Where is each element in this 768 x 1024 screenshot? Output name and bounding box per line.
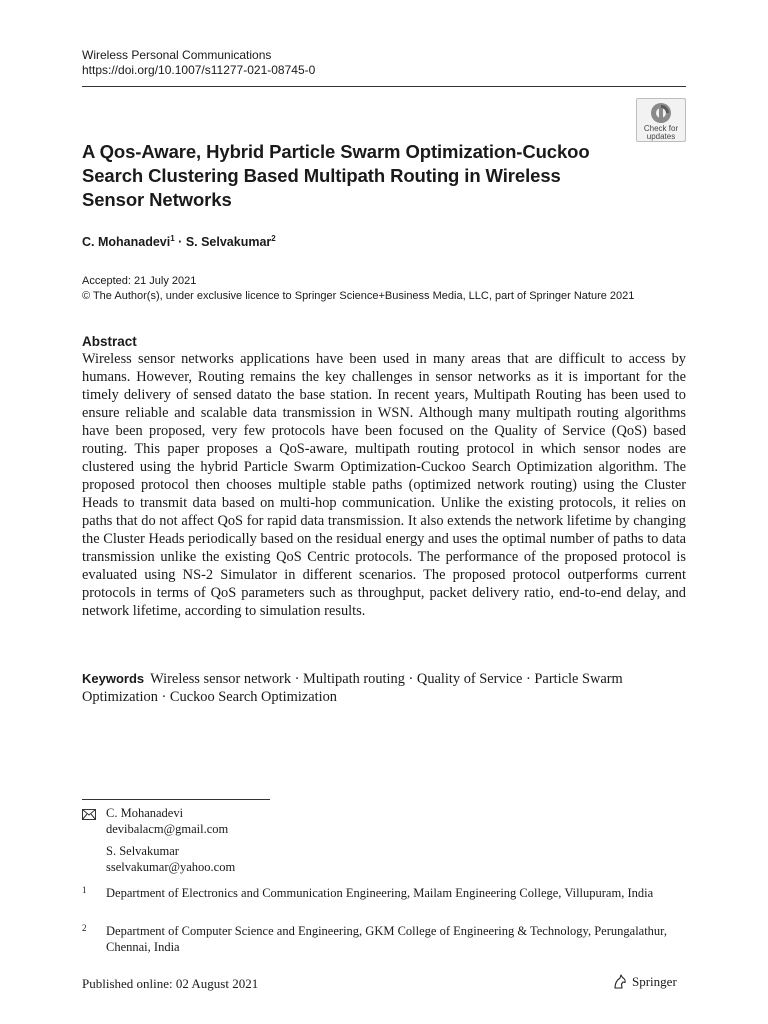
journal-header: [82, 48, 315, 78]
correspondent-name: S. Selvakumar: [106, 844, 179, 858]
affiliation-number: 2: [82, 923, 87, 933]
accepted-date: Accepted: 21 July 2021: [82, 275, 197, 287]
check-for-updates-badge[interactable]: [636, 98, 686, 142]
author-name[interactable]: C. Mohanadevi: [82, 235, 171, 250]
footnote-rule: [82, 799, 270, 800]
envelope-icon: [82, 809, 96, 820]
article-dates: [82, 274, 634, 304]
correspondent-name: C. Mohanadevi: [106, 806, 184, 820]
doi-link[interactable]: https://doi.org/10.1007/s11277-021-08745-0: [82, 63, 316, 77]
corresponding-author: [106, 806, 228, 837]
publisher-name: Springer: [632, 974, 677, 989]
header-rule: [82, 86, 686, 87]
author-list: [82, 234, 276, 249]
paper-title: A Qos-Aware, Hybrid Particle Swarm Optimization-Cuckoo Search Clustering Based Multipath Routing in Wireless Sensor Networks: [82, 141, 590, 210]
copyright-notice: © The Author(s), under exclusive licence to Springer Science+Business Media, LLC, part of Springer Nature 2021: [82, 290, 635, 302]
affiliation-number: 1: [82, 885, 87, 895]
keywords-label: Keywords: [82, 671, 145, 686]
correspondent-email[interactable]: sselvakumar@yahoo.com: [106, 859, 236, 874]
affiliation-2: [82, 924, 686, 955]
published-date: Published online: 02 August 2021: [82, 976, 259, 991]
journal-name: Wireless Personal Communications: [82, 48, 272, 62]
abstract-heading: Abstract: [82, 334, 137, 349]
author-name[interactable]: S. Selvakumar: [185, 235, 272, 250]
springer-horse-icon: [612, 974, 628, 990]
crossmark-label: Check for updates: [643, 124, 679, 141]
publisher-logo: [612, 974, 677, 990]
author-affiliation-mark: 2: [271, 234, 276, 243]
author-affiliation-mark: 1: [170, 234, 175, 243]
abstract-body: Wireless sensor networks applications have been used in many areas that are difficult to access by humans. However, Routing remains the key challenges in sensor networks as it is important for the timely delivery of sensed datato the base station. In recent years, Multipath Routing has been used to ensure reliable and scalable data transmission in WSN. Although many multipath routing algorithms have been proposed, very few protocols have been focused on the Quality of Service (QoS) based routing. This paper proposes a QoS-aware, multipath routing protocol in which sensor nodes are clustered using the hybrid Particle Swarm Optimization-Cuckoo Search Optimization algorithm. The proposed protocol then chooses multiple stable paths (optimized network routing) using the Cluster Heads to transmit data based on multi-hop communication. Unlike the existing protocols, it relies on paths that do not affect QoS for rapid data transmission. It also extends the network lifetime by changing the Cluster Heads periodically based on the residual energy and uses the optimal number of paths to data transmission unlike the existing QoS Centric protocols. The performance of the proposed protocol is evaluated using NS-2 Simulator in different scenarios. The proposed protocol outperforms current protocols in terms of QoS parameters such as throughput, packet delivery ratio, end-to-end delay, and network lifetime, according to simulation results.: [82, 351, 686, 619]
keywords: [82, 670, 686, 706]
correspondent-email[interactable]: devibalacm@gmail.com: [106, 821, 229, 836]
keywords-text: Wireless sensor network · Multipath routing · Quality of Service · Particle Swarm Optimization · Cuckoo Search Optimization: [82, 671, 623, 705]
second-author-contact: [106, 844, 235, 875]
author-separator: ·: [178, 235, 183, 250]
affiliation-text: Department of Electronics and Communication Engineering, Mailam Engineering College, Villupuram, India: [106, 886, 654, 900]
affiliation-1: [82, 886, 686, 902]
affiliation-text: Department of Computer Science and Engineering, GKM College of Engineering & Technology, Perungalathur, Chennai, India: [106, 924, 667, 954]
crossmark-icon: [650, 102, 672, 124]
